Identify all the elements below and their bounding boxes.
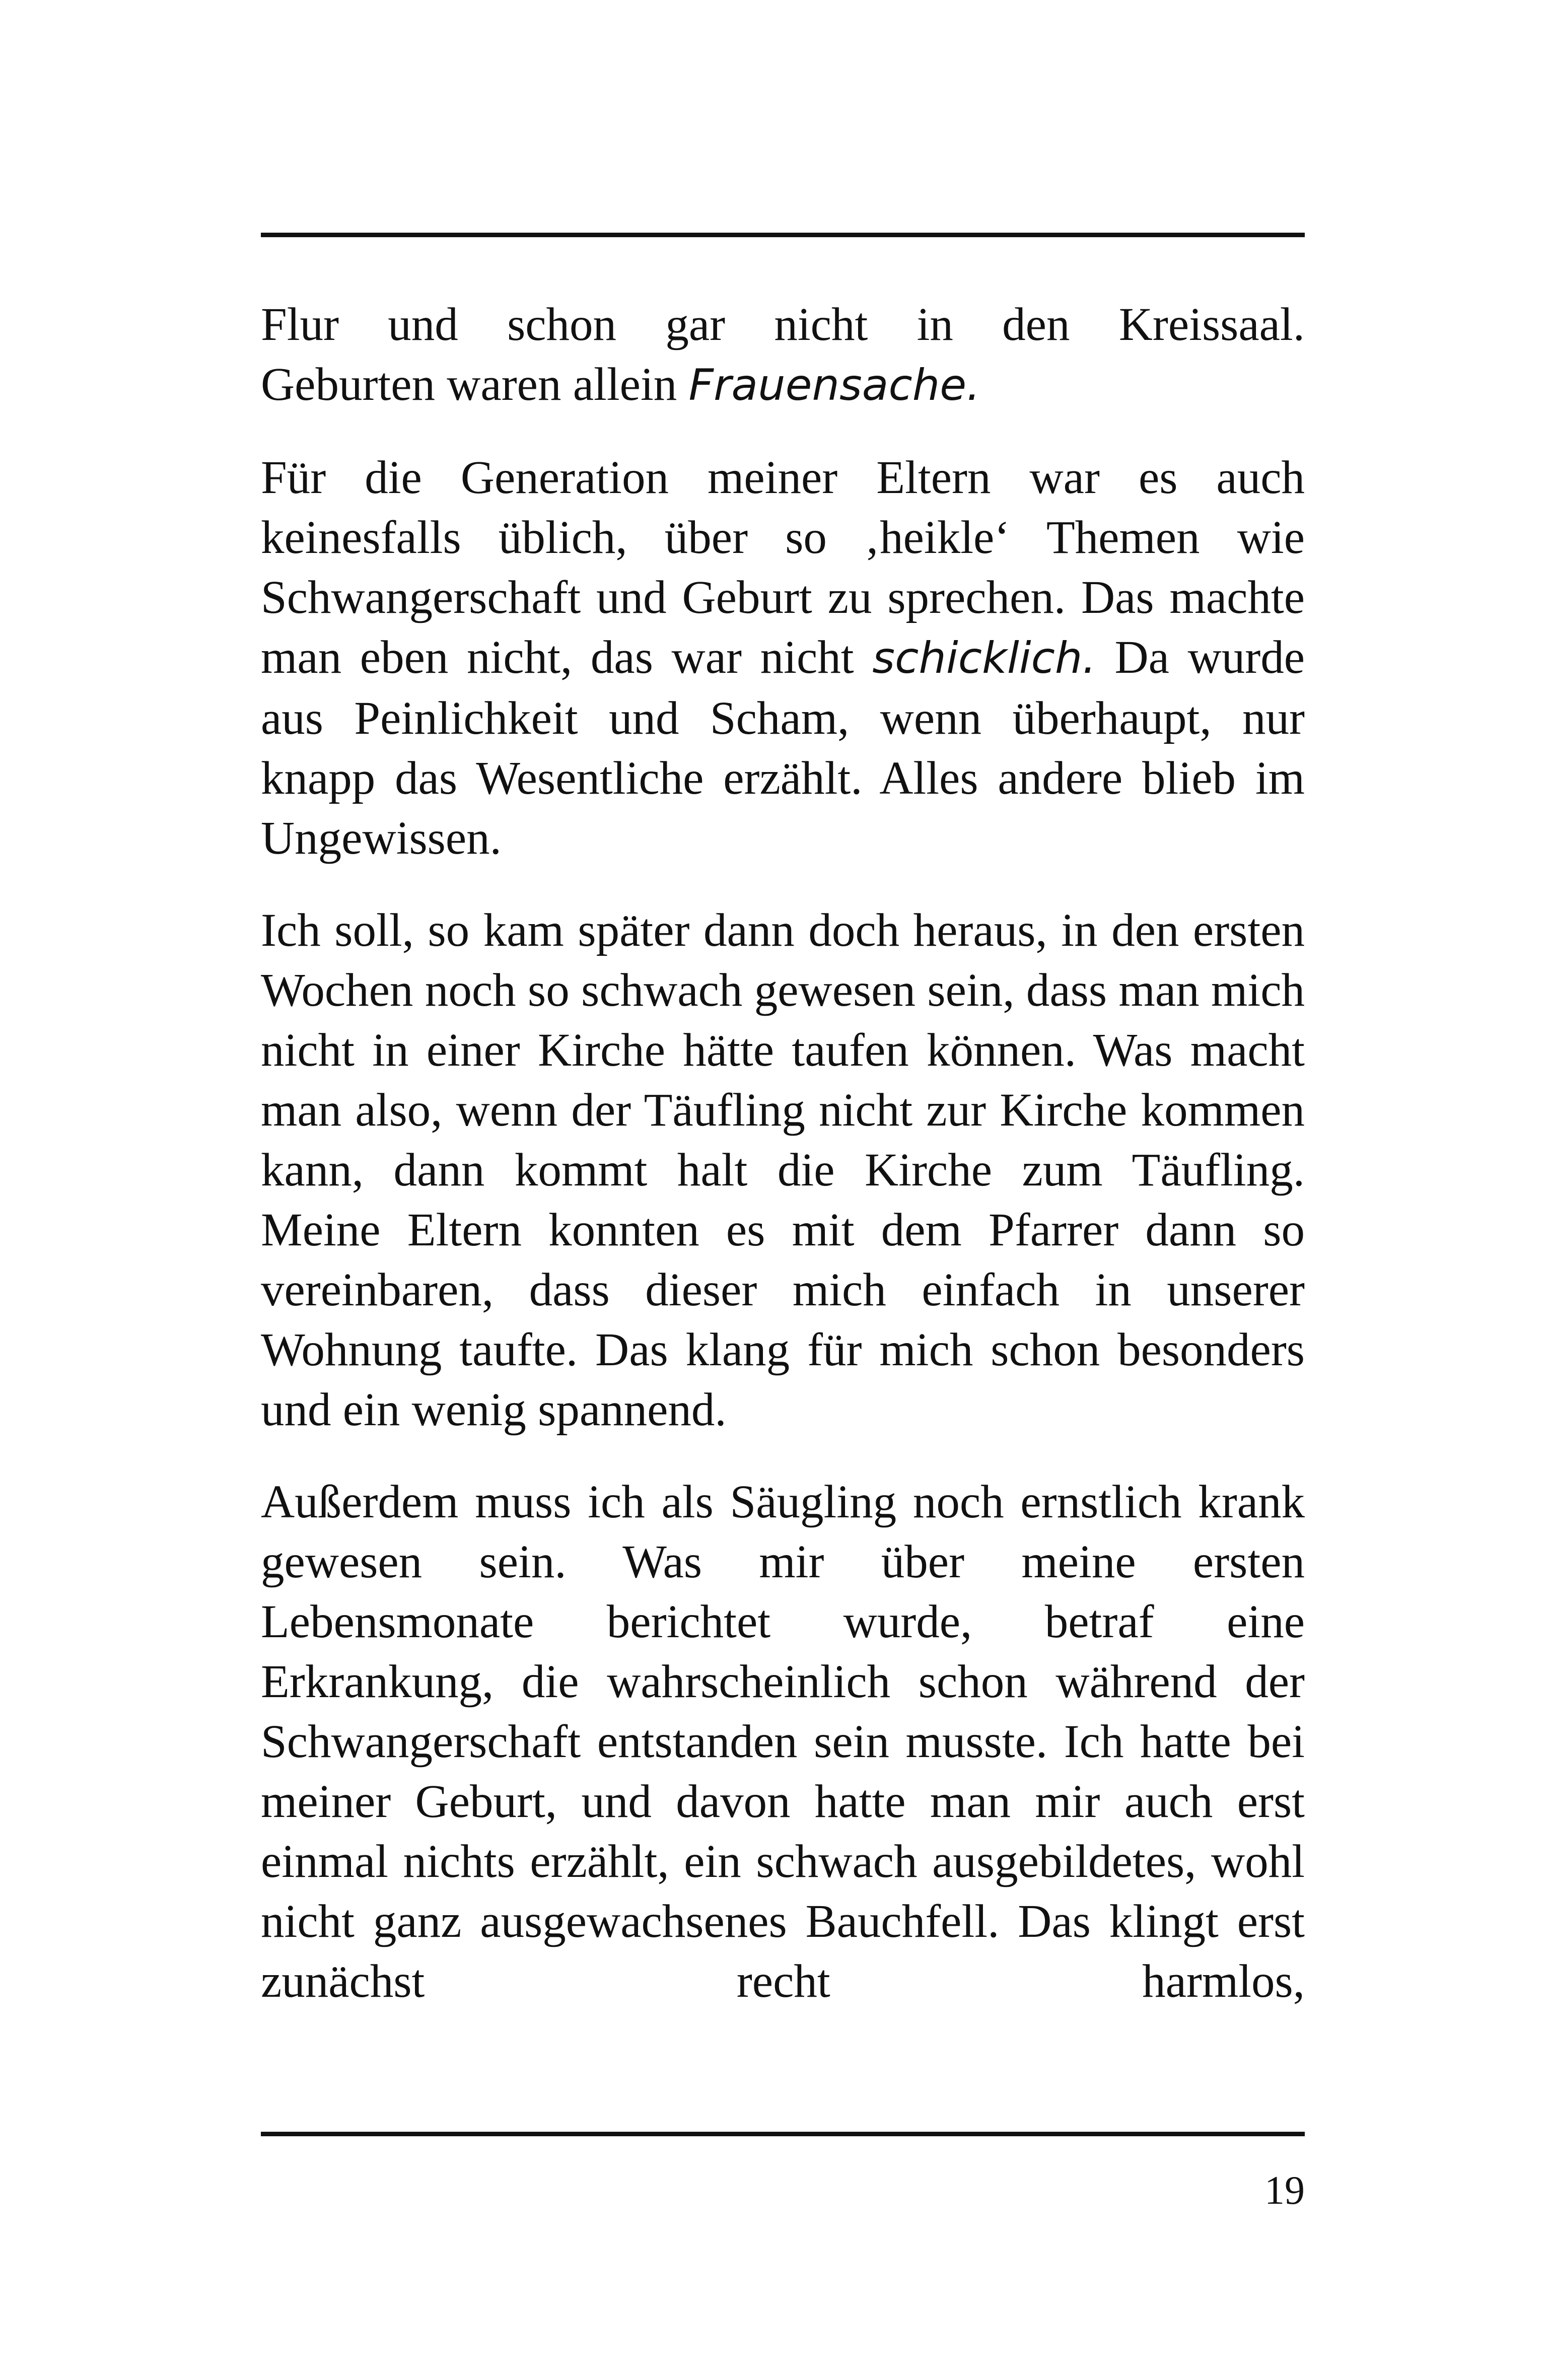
bottom-rule xyxy=(261,2132,1305,2136)
paragraph-1-text: Geburten waren allein xyxy=(261,359,689,410)
paragraph-2-text-before: Für die Generation meiner Eltern war es auch keinesfalls üblich, über so ‚heikle‘ Themen wie Schwangerschaft und Geburt zu sprechen. Das machte man eben nicht, das war nicht xyxy=(261,452,1305,683)
top-rule xyxy=(261,233,1305,237)
page-number: 19 xyxy=(1264,2168,1305,2213)
paragraph-1-line-1: Flur und schon gar nicht in den Kreissaal. xyxy=(261,299,1305,351)
paragraph-1 xyxy=(261,295,1305,415)
paragraph-4-text: Außerdem muss ich als Säugling noch ernstlich krank gewesen sein. Was mir über meine ersten Lebensmonate berichtet wurde, betraf eine Erkrankung, die wahrscheinlich schon während der Schwangerschaft entstanden sein musste. Ich hatte bei meiner Geburt, und davon hatte man mir auch erst einmal nichts erzählt, ein schwach ausgebildetes, wohl nicht ganz ausgewachsenes Bauchfell. Das klingt erst zunächst recht harmlos, xyxy=(261,1476,1305,2007)
paragraph-2-emphasis: schicklich. xyxy=(872,633,1096,683)
paragraph-1-emphasis: Frauensache. xyxy=(688,360,980,410)
paragraph-3 xyxy=(261,900,1305,1440)
body-text xyxy=(261,295,1305,2044)
paragraph-3-text: Ich soll, so kam später dann doch heraus, in den ersten Wochen noch so schwach gewesen sein, dass man mich nicht in einer Kirche hätte taufen können. Was macht man also, wenn der Täufling nicht zur Kirche kommen kann, dann kommt halt die Kirche zum Täufling. Meine Eltern konnten es mit dem Pfarrer dann so vereinbaren, dass dieser mich einfach in unserer Wohnung taufte. Das klang für mich schon besonders und ein wenig spannend. xyxy=(261,904,1305,1436)
paragraph-4 xyxy=(261,1472,1305,2011)
paragraph-2-text-after: Da wurde aus Peinlichkeit und Scham, wenn überhaupt, nur knapp das Wesentliche erzählt. Alles andere blieb im Ungewissen. xyxy=(261,632,1305,864)
paragraph-1-line-2 xyxy=(261,355,1305,415)
paragraph-2 xyxy=(261,448,1305,868)
